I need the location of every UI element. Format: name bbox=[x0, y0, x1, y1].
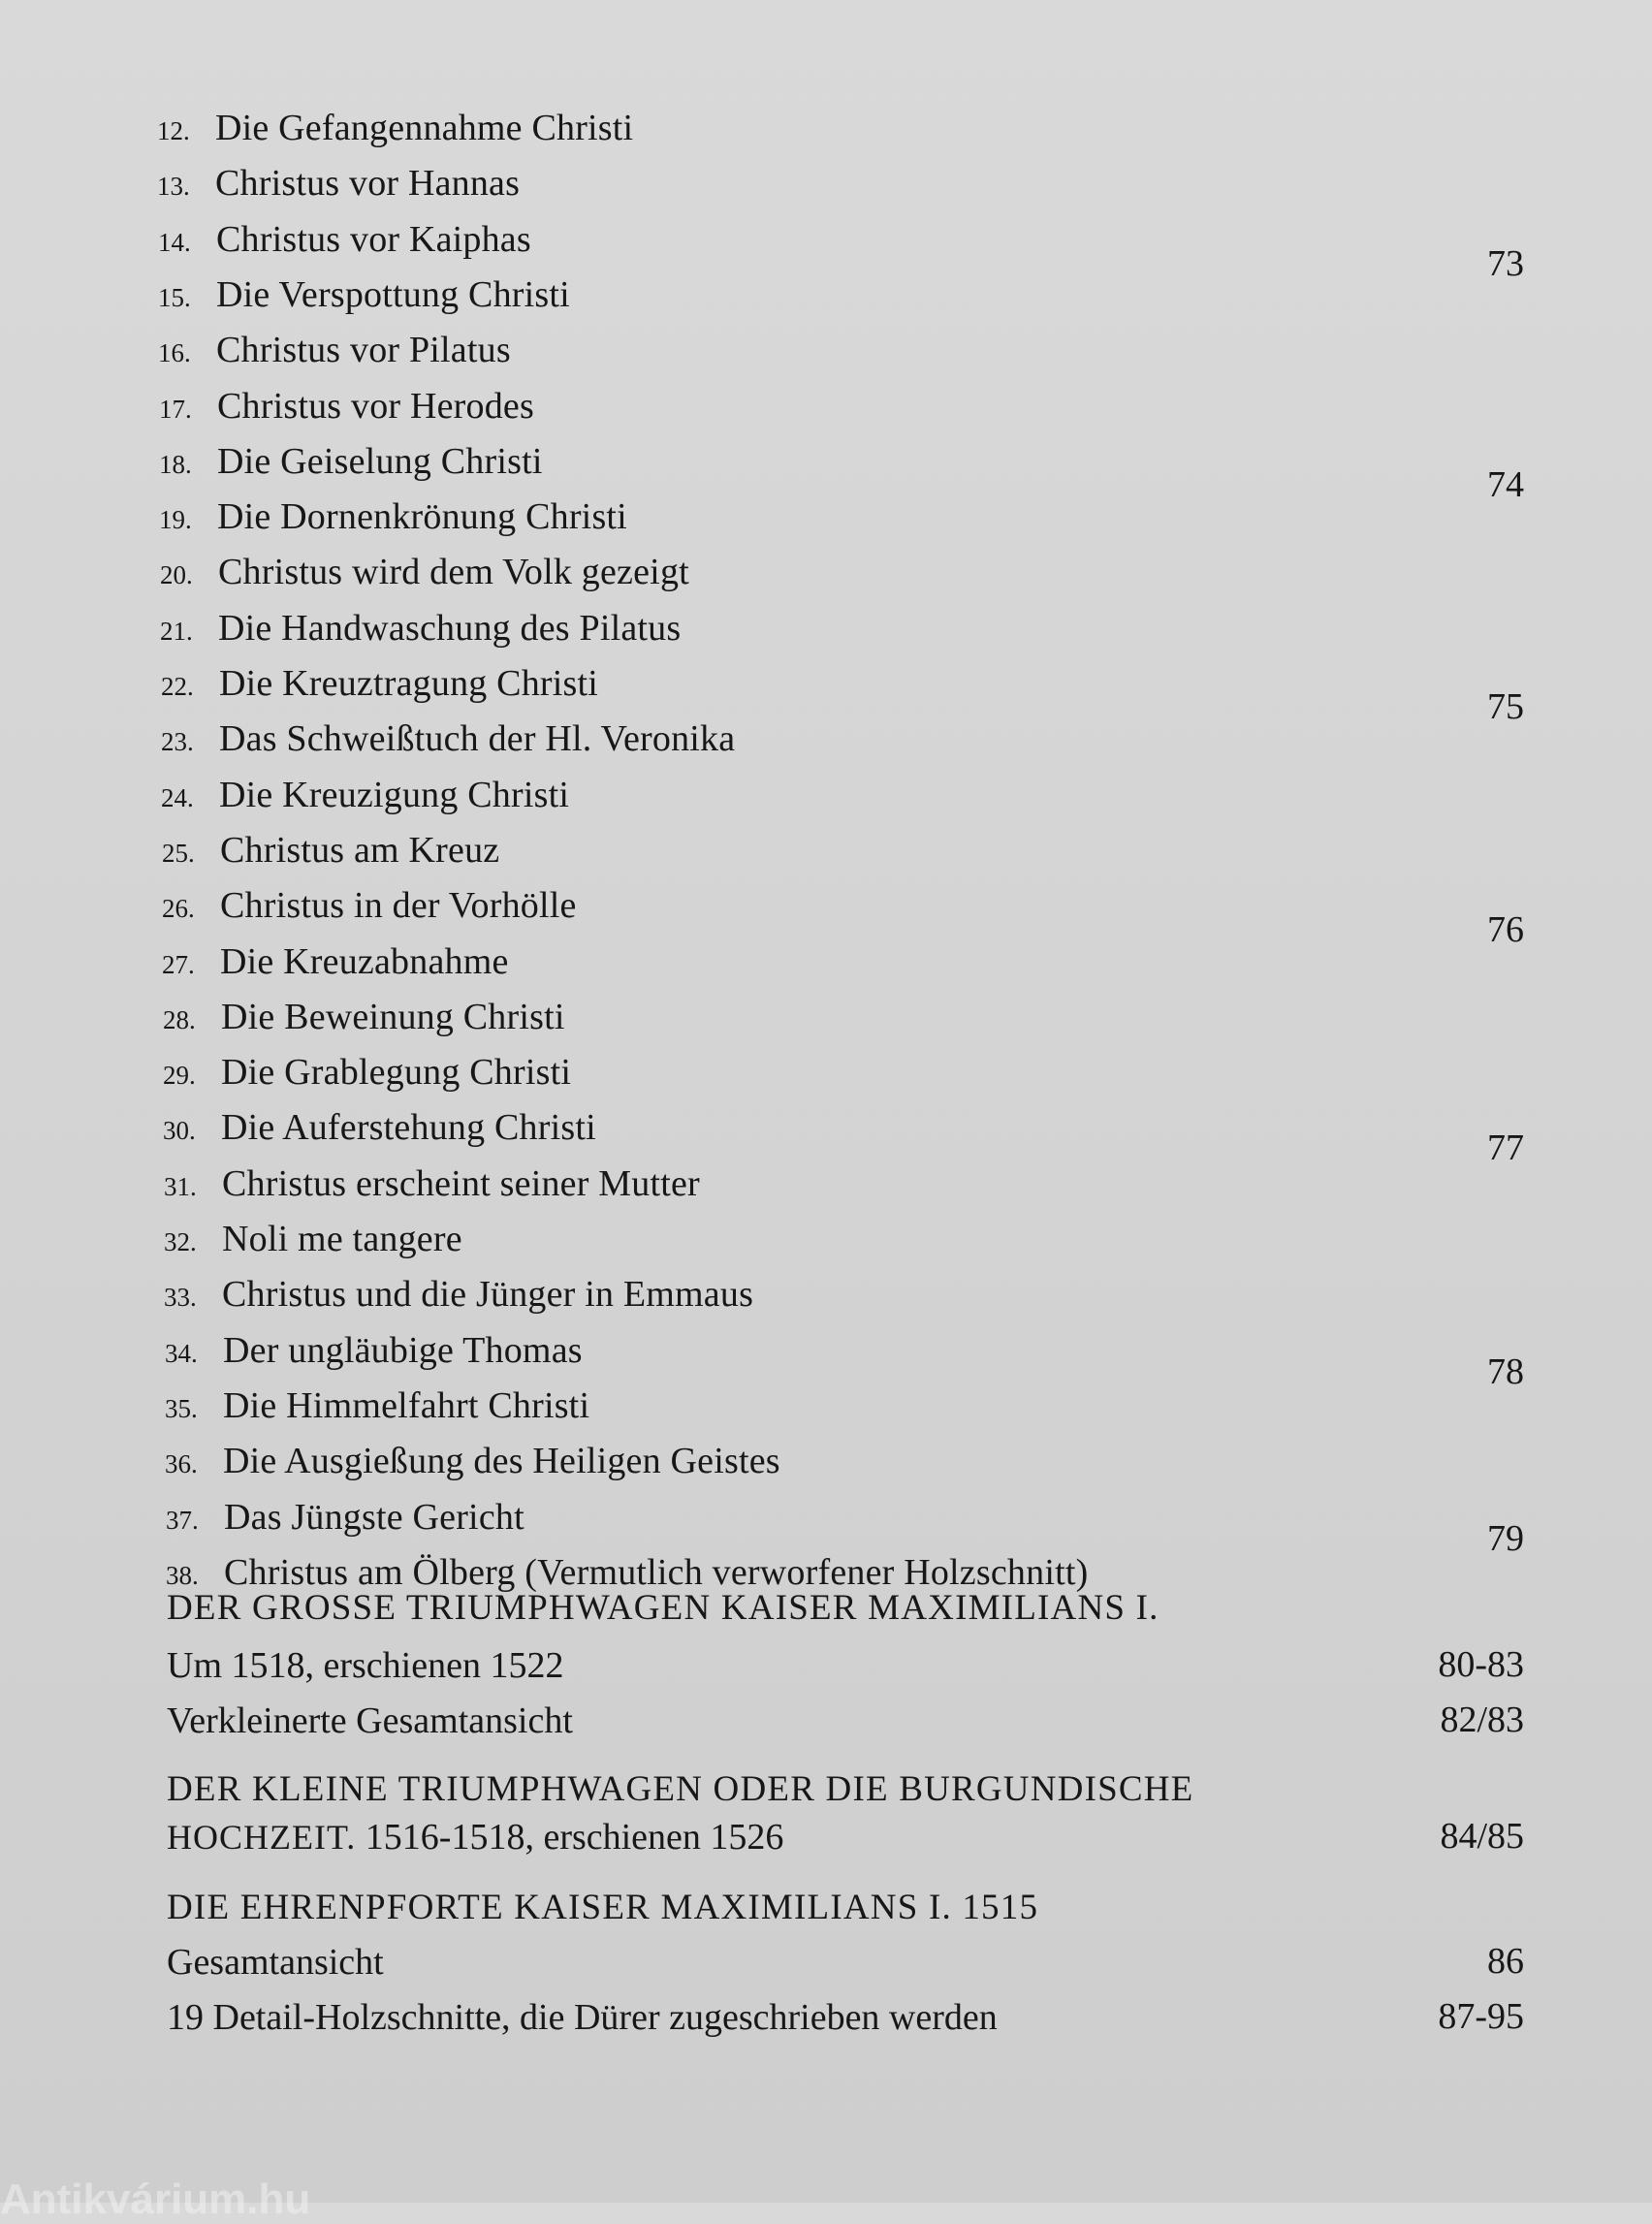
entry-number: 13. bbox=[157, 172, 190, 201]
entry-number: 22. bbox=[161, 672, 194, 701]
entry-number: 23. bbox=[161, 727, 194, 756]
section-title-continuation bbox=[167, 1815, 783, 1859]
index-entry bbox=[162, 878, 577, 933]
entry-number: 35. bbox=[165, 1394, 198, 1423]
entry-number: 33. bbox=[164, 1283, 197, 1312]
index-entry bbox=[158, 323, 511, 377]
entry-title: Die Grablegung Christi bbox=[221, 1052, 572, 1093]
entry-number: 32. bbox=[164, 1227, 197, 1256]
entry-title: Das Jüngste Gericht bbox=[224, 1497, 524, 1538]
index-entry bbox=[159, 434, 543, 489]
section-line: Verkleinerte Gesamtansicht bbox=[167, 1700, 573, 1741]
entry-number: 24. bbox=[161, 783, 194, 812]
entry-title: Noli me tangere bbox=[222, 1219, 462, 1259]
index-entry bbox=[157, 101, 633, 155]
index-entry bbox=[158, 268, 570, 322]
entry-title: Die Gefangennahme Christi bbox=[215, 108, 634, 148]
entry-number: 17. bbox=[159, 395, 192, 424]
index-entry bbox=[164, 1267, 753, 1321]
entry-title: Christus wird dem Volk gezeigt bbox=[218, 552, 689, 592]
page-number: 75 bbox=[1487, 686, 1524, 727]
page-number: 84/85 bbox=[1440, 1816, 1524, 1857]
index-entry bbox=[157, 156, 520, 210]
entry-title: Die Verspottung Christi bbox=[216, 274, 570, 315]
index-entry bbox=[164, 1157, 700, 1211]
index-entry bbox=[165, 1379, 589, 1433]
entry-title: Die Beweinung Christi bbox=[221, 997, 565, 1037]
index-entry bbox=[159, 490, 627, 544]
section-title-caps: HOCHZEIT. bbox=[167, 1818, 357, 1857]
index-entry bbox=[165, 1434, 780, 1488]
entry-number: 38. bbox=[166, 1561, 199, 1590]
entry-number: 29. bbox=[163, 1061, 196, 1090]
index-entry bbox=[165, 1323, 583, 1378]
entry-title: Die Ausgießung des Heiligen Geistes bbox=[223, 1441, 780, 1481]
entry-title: Die Kreuztragung Christi bbox=[219, 663, 599, 704]
entry-number: 27. bbox=[162, 950, 195, 979]
page-number: 73 bbox=[1487, 243, 1524, 284]
page-number: 77 bbox=[1487, 1128, 1524, 1168]
entry-number: 12. bbox=[157, 116, 190, 145]
section-line: Um 1518, erschienen 1522 bbox=[167, 1645, 564, 1686]
section-title-grosse-triumphwagen: DER GROSSE TRIUMPHWAGEN KAISER MAXIMILIANS I. bbox=[167, 1588, 1160, 1628]
entry-title: Christus erscheint seiner Mutter bbox=[222, 1163, 700, 1204]
index-entry bbox=[164, 1212, 462, 1266]
section-line: Gesamtansicht bbox=[167, 1942, 384, 1983]
index-entry bbox=[161, 768, 569, 822]
entry-title: Christus in der Vorhölle bbox=[220, 885, 577, 926]
section-title-kleine-triumphwagen: DER KLEINE TRIUMPHWAGEN ODER DIE BURGUNDISCHE bbox=[167, 1769, 1194, 1809]
watermark: Antikvárium.hu bbox=[0, 2176, 311, 2223]
entry-number: 37. bbox=[166, 1506, 199, 1535]
index-entry bbox=[163, 1045, 571, 1099]
entry-title: Christus am Ölberg (Vermutlich verworfener Holzschnitt) bbox=[224, 1552, 1089, 1593]
entry-title: Christus vor Kaiphas bbox=[216, 219, 531, 260]
entry-title: Die Kreuzigung Christi bbox=[219, 775, 570, 815]
entry-title: Christus vor Herodes bbox=[217, 386, 534, 427]
section-title-ehrenpforte: DIE EHRENPFORTE KAISER MAXIMILIANS I. 1515 bbox=[167, 1888, 1039, 1927]
entry-title: Die Dornenkrönung Christi bbox=[217, 496, 627, 537]
entry-title: Der ungläubige Thomas bbox=[223, 1330, 583, 1371]
index-entry bbox=[160, 545, 689, 599]
entry-title: Die Kreuzabnahme bbox=[220, 941, 509, 982]
page-number: 87-95 bbox=[1438, 1996, 1524, 2037]
entry-number: 26. bbox=[162, 894, 195, 923]
entry-number: 14. bbox=[158, 228, 191, 257]
entry-title: Christus und die Jünger in Emmaus bbox=[222, 1274, 754, 1315]
index-entry bbox=[160, 601, 681, 655]
index-entry bbox=[162, 823, 499, 877]
page-number: 76 bbox=[1487, 909, 1524, 950]
section-line: 19 Detail-Holzschnitte, die Dürer zugeschrieben werden bbox=[167, 1997, 998, 2038]
index-entry bbox=[158, 212, 531, 267]
page-number: 86 bbox=[1487, 1941, 1524, 1982]
entry-number: 21. bbox=[160, 617, 193, 646]
entry-number: 15. bbox=[158, 283, 191, 312]
entry-title: Die Himmelfahrt Christi bbox=[223, 1385, 590, 1426]
index-entry bbox=[161, 656, 598, 711]
entry-number: 36. bbox=[165, 1449, 198, 1478]
entry-number: 25. bbox=[162, 839, 195, 868]
entry-title: Die Auferstehung Christi bbox=[221, 1107, 596, 1148]
entry-title: Christus vor Hannas bbox=[215, 163, 521, 204]
section-title-dates: 1516-1518, erschienen 1526 bbox=[356, 1817, 784, 1858]
entry-title: Christus am Kreuz bbox=[220, 830, 500, 871]
entry-number: 30. bbox=[163, 1116, 196, 1145]
page-number: 79 bbox=[1487, 1518, 1524, 1559]
entry-title: Die Geiselung Christi bbox=[217, 441, 543, 482]
entry-title: Christus vor Pilatus bbox=[216, 330, 511, 370]
index-entry bbox=[166, 1490, 524, 1544]
entry-number: 19. bbox=[159, 505, 192, 534]
entry-number: 18. bbox=[159, 450, 192, 479]
index-entry bbox=[163, 990, 565, 1044]
index-entry bbox=[161, 712, 735, 766]
page-number: 78 bbox=[1487, 1351, 1524, 1392]
entry-title: Das Schweißtuch der Hl. Veronika bbox=[219, 718, 736, 759]
index-entry bbox=[163, 1100, 596, 1155]
entry-number: 34. bbox=[165, 1339, 198, 1368]
entry-number: 31. bbox=[164, 1172, 197, 1201]
page-number: 80-83 bbox=[1438, 1644, 1524, 1685]
entry-title: Die Handwaschung des Pilatus bbox=[218, 608, 682, 649]
entry-number: 16. bbox=[158, 338, 191, 367]
index-entry bbox=[159, 379, 534, 433]
entry-number: 20. bbox=[160, 560, 193, 589]
page-number: 82/83 bbox=[1440, 1700, 1524, 1740]
index-entry bbox=[162, 935, 509, 989]
entry-number: 28. bbox=[163, 1005, 196, 1034]
page-number: 74 bbox=[1487, 464, 1524, 505]
